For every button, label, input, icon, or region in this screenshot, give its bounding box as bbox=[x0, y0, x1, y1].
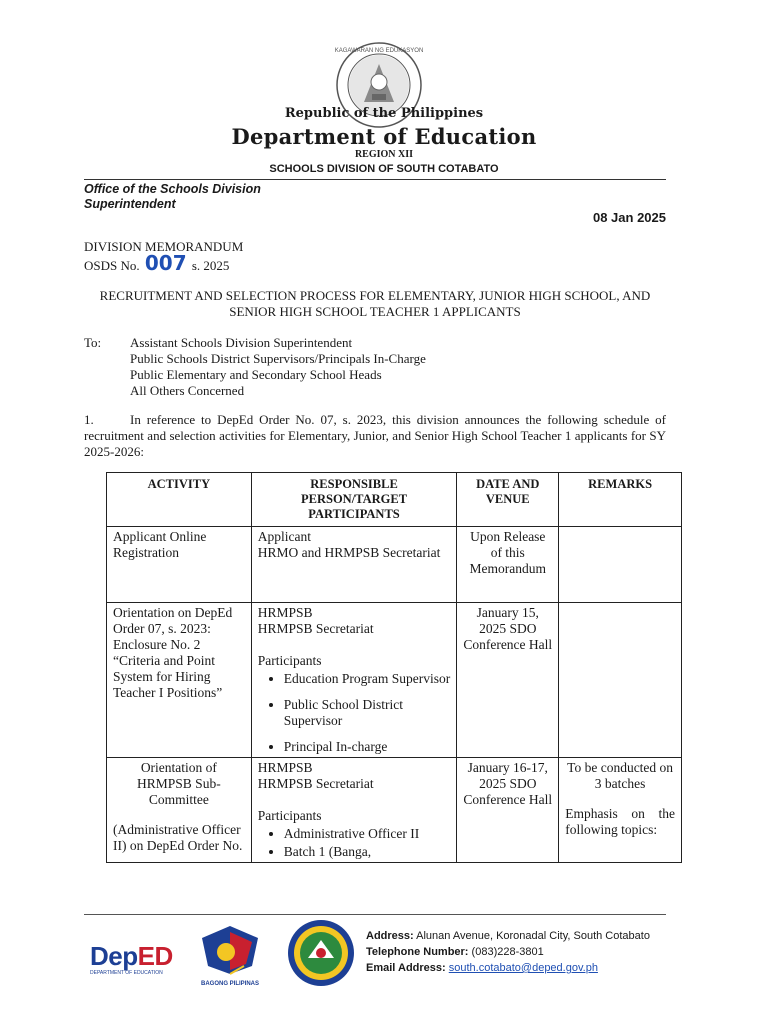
participants-list bbox=[258, 671, 451, 755]
footer-divider bbox=[84, 914, 666, 915]
footer-address bbox=[366, 928, 650, 944]
remarks-cell bbox=[559, 758, 682, 863]
responsible-item: HRMPSB Secretariat bbox=[257, 621, 374, 636]
responsible-item: HRMO and HRMPSB Secretariat bbox=[257, 545, 441, 560]
remarks-cell bbox=[559, 527, 682, 603]
table-row bbox=[107, 527, 682, 603]
footer-contact bbox=[366, 928, 650, 976]
date-venue-cell: Upon Release of this Memorandum bbox=[457, 527, 559, 603]
recipient: All Others Concerned bbox=[130, 383, 245, 398]
responsible-item: HRMPSB Secretariat bbox=[257, 776, 374, 791]
header-activity: ACTIVITY bbox=[107, 473, 252, 527]
participant-item: • Principal In-charge bbox=[284, 739, 451, 755]
recipient-list bbox=[130, 335, 426, 399]
footer-phone bbox=[366, 944, 650, 960]
deped-logo-sub: DEPARTMENT OF EDUCATION bbox=[90, 970, 163, 976]
participants-label: Participants bbox=[257, 653, 322, 668]
schedule-table bbox=[106, 472, 682, 863]
address-label: Address: bbox=[366, 930, 414, 942]
remarks-cell bbox=[559, 603, 682, 758]
spacer bbox=[565, 792, 675, 806]
table-row bbox=[107, 603, 682, 758]
header-divider bbox=[84, 179, 666, 180]
division-seal-icon bbox=[286, 918, 356, 988]
spacer bbox=[113, 808, 245, 822]
activity-cell: Applicant Online Registration bbox=[107, 527, 252, 603]
remarks-extra: Emphasis on the following topics: bbox=[565, 806, 675, 837]
region-line: REGION XII bbox=[354, 149, 414, 160]
paragraph-number: 1. bbox=[84, 412, 94, 427]
memo-number: 007 bbox=[144, 251, 187, 275]
memo-number-line bbox=[84, 251, 243, 275]
activity-cell bbox=[107, 758, 252, 863]
recipient: Assistant Schools Division Superintendent bbox=[130, 335, 353, 350]
republic-line: Republic of the Philippines bbox=[284, 106, 484, 121]
date-venue-cell: January 16-17, 2025 SDO Conference Hall bbox=[457, 758, 559, 863]
participants-list bbox=[258, 826, 451, 860]
office-name: Office of the Schools Division Superintendent bbox=[84, 182, 261, 211]
responsible-item: HRMPSB bbox=[257, 605, 313, 620]
bagong-pilipinas-text: BAGONG PILIPINAS bbox=[200, 981, 260, 987]
paragraph-text: In reference to DepEd Order No. 07, s. 2023, this division announces the following schedule of recruitment and selection activities for Elementary, Junior, and Senior High School Teacher 1 applicants for SY 2025-2026: bbox=[84, 412, 666, 459]
activity-cell: Orientation on DepEd Order 07, s. 2023: Enclosure No. 2 “Criteria and Point System for Hiring Teacher I Positions” bbox=[107, 603, 252, 758]
svg-text:KAGAWARAN NG EDUKASYON: KAGAWARAN NG EDUKASYON bbox=[334, 48, 424, 54]
table-header-row bbox=[107, 473, 682, 527]
email-label: Email Address: bbox=[366, 962, 446, 974]
division-line: SCHOOLS DIVISION OF SOUTH COTABATO bbox=[269, 163, 499, 175]
header-date-venue: DATE AND VENUE bbox=[457, 473, 559, 527]
email-link[interactable]: south.cotabato@deped.gov.ph bbox=[448, 962, 598, 974]
responsible-cell bbox=[251, 527, 457, 603]
spacer bbox=[258, 637, 451, 653]
header-responsible: RESPONSIBLE PERSON/TARGET PARTICIPANTS bbox=[251, 473, 457, 527]
responsible-item: Applicant bbox=[257, 529, 311, 544]
header-remarks: REMARKS bbox=[559, 473, 682, 527]
participant-item: • Batch 1 (Banga, bbox=[284, 844, 451, 860]
paragraph-1 bbox=[84, 412, 666, 460]
recipient: Public Schools District Supervisors/Principals In-Charge bbox=[130, 351, 426, 366]
activity-text: Orientation of HRMPSB Sub-Committee bbox=[137, 760, 221, 807]
recipient: Public Elementary and Secondary School Heads bbox=[130, 367, 382, 382]
department-name: Department of Education bbox=[231, 124, 537, 149]
participant-item: • Education Program Supervisor bbox=[284, 671, 451, 687]
memo-type: DIVISION MEMORANDUM bbox=[84, 239, 244, 254]
memo-heading bbox=[84, 238, 243, 274]
spacer bbox=[258, 792, 451, 808]
deped-logo: DepED DEPARTMENT OF EDUCATION bbox=[90, 942, 176, 982]
footer-email bbox=[366, 960, 650, 976]
activity-extra: (Administrative Officer II) on DepEd Order No. bbox=[113, 822, 243, 853]
address-value: Alunan Avenue, Koronadal City, South Cotabato bbox=[416, 930, 650, 942]
osds-prefix: OSDS No. bbox=[84, 258, 140, 273]
phone-value: (083)228-3801 bbox=[471, 946, 544, 958]
date-venue-cell: January 15, 2025 SDO Conference Hall bbox=[457, 603, 559, 758]
memo-date: 08 Jan 2025 bbox=[592, 210, 666, 225]
responsible-cell bbox=[251, 758, 457, 863]
responsible-item: HRMPSB bbox=[257, 760, 313, 775]
participants-label: Participants bbox=[257, 808, 322, 823]
memo-title: RECRUITMENT AND SELECTION PROCESS FOR ELEMENTARY, JUNIOR HIGH SCHOOL, AND SENIOR HIGH SCHOOL TEACHER 1 APPLICANTS bbox=[99, 288, 651, 319]
table-row bbox=[107, 758, 682, 863]
responsible-cell bbox=[251, 603, 457, 758]
memo-series: s. 2025 bbox=[191, 258, 230, 273]
to-label: To: bbox=[84, 335, 102, 350]
remarks-text: To be conducted on 3 batches bbox=[567, 760, 674, 791]
participant-item: • Administrative Officer II bbox=[284, 826, 451, 842]
participant-item: • Public School District Supervisor bbox=[284, 697, 451, 729]
phone-label: Telephone Number: bbox=[366, 946, 469, 958]
bagong-pilipinas-logo-icon bbox=[196, 922, 264, 988]
